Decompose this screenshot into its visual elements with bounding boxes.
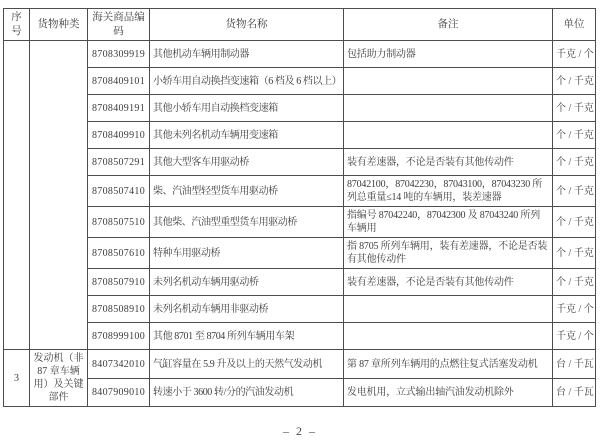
unit-cell: 个 / 千克	[553, 68, 596, 95]
column-header-seq: 序号	[4, 9, 30, 41]
table-row	[4, 296, 596, 323]
unit-cell: 个 / 千克	[553, 269, 596, 296]
column-header-code: 海关商品编码	[88, 9, 150, 41]
note-cell: 指编号 87042240，87042300 及 87043240 所列车辆用	[344, 207, 553, 238]
note-cell	[344, 68, 553, 95]
unit-cell: 千克 / 个	[553, 41, 596, 68]
seq-cell: 3	[4, 350, 30, 407]
name-cell: 其他柴、汽油型重型货车用驱动桥	[150, 207, 344, 238]
table-row	[4, 41, 596, 68]
page-number: – 2 –	[283, 424, 317, 438]
code-cell: 8708409191	[88, 95, 150, 122]
table-row	[4, 323, 596, 350]
table-row	[4, 149, 596, 176]
code-cell: 8708507510	[88, 207, 150, 238]
unit-cell: 千克 / 个	[553, 296, 596, 323]
unit-cell: 个 / 千克	[553, 207, 596, 238]
code-cell: 8708999100	[88, 323, 150, 350]
name-cell: 柴、汽油型轻型货车用驱动桥	[150, 176, 344, 207]
column-header-name: 货物名称	[150, 9, 344, 41]
code-cell: 8708409101	[88, 68, 150, 95]
name-cell: 其他机动车辆用制动器	[150, 41, 344, 68]
column-header-category: 货物种类	[30, 9, 88, 41]
unit-cell: 个 / 千克	[553, 238, 596, 269]
name-cell: 其他小轿车用自动换档变速箱	[150, 95, 344, 122]
note-cell: 87042100，87042230，87043100，87043230 所列总重量≤14 吨的车辆用，装差速器	[344, 176, 553, 207]
name-cell: 小轿车用自动换挡变速箱（6 档及 6 档以上）	[150, 68, 344, 95]
table-row	[4, 350, 596, 379]
code-cell: 8708508910	[88, 296, 150, 323]
name-cell: 气缸容量在 5.9 升及以上的天然气发动机	[150, 350, 344, 379]
code-cell: 8708507610	[88, 238, 150, 269]
table-row	[4, 68, 596, 95]
note-cell: 发电机用，立式输出轴汽油发动机除外	[344, 378, 553, 407]
note-cell: 第 87 章所列车辆用的点燃往复式活塞发动机	[344, 350, 553, 379]
code-cell: 8708309919	[88, 41, 150, 68]
category-cell	[30, 41, 88, 350]
goods-table-body	[4, 41, 596, 407]
table-row	[4, 378, 596, 407]
note-cell	[344, 323, 553, 350]
note-cell	[344, 122, 553, 149]
note-cell: 装有差速器，不论是否装有其他传动件	[344, 269, 553, 296]
name-cell: 其他未列名机动车辆用变速箱	[150, 122, 344, 149]
unit-cell: 个 / 千克	[553, 95, 596, 122]
table-row	[4, 176, 596, 207]
table-row	[4, 95, 596, 122]
note-cell	[344, 296, 553, 323]
column-header-note: 备注	[344, 9, 553, 41]
name-cell: 特种车用驱动桥	[150, 238, 344, 269]
name-cell: 其他 8701 至 8704 所列车辆用车架	[150, 323, 344, 350]
unit-cell: 个 / 千克	[553, 122, 596, 149]
unit-cell: 台 / 千瓦	[553, 350, 596, 379]
name-cell: 转速小于 3600 转/分的汽油发动机	[150, 378, 344, 407]
code-cell: 8708507291	[88, 149, 150, 176]
code-cell: 8708507410	[88, 176, 150, 207]
code-cell: 8407909010	[88, 378, 150, 407]
code-cell: 8708409910	[88, 122, 150, 149]
category-cell: 发动机（非 87 章车辆用）及关键部件	[30, 350, 88, 407]
code-cell: 8407342010	[88, 350, 150, 379]
unit-cell: 千克 / 个	[553, 323, 596, 350]
table-row	[4, 207, 596, 238]
unit-cell: 个 / 千克	[553, 149, 596, 176]
table-row	[4, 122, 596, 149]
unit-cell: 个 / 千克	[553, 176, 596, 207]
name-cell: 未列名机动车辆用非驱动桥	[150, 296, 344, 323]
goods-table	[3, 8, 596, 407]
column-header-unit: 单位	[553, 9, 596, 41]
name-cell: 未列名机动车辆用驱动桥	[150, 269, 344, 296]
table-header	[4, 9, 596, 41]
note-cell	[344, 95, 553, 122]
note-cell: 包括助力制动器	[344, 41, 553, 68]
header-row	[4, 9, 596, 41]
unit-cell: 台 / 千瓦	[553, 378, 596, 407]
table-row	[4, 238, 596, 269]
seq-cell	[4, 41, 30, 350]
note-cell: 装有差速器，不论是否装有其他传动件	[344, 149, 553, 176]
code-cell: 8708507910	[88, 269, 150, 296]
table-row	[4, 269, 596, 296]
note-cell: 指 8705 所列车辆用，装有差速器，不论是否装有其他传动件	[344, 238, 553, 269]
name-cell: 其他大型客车用驱动桥	[150, 149, 344, 176]
